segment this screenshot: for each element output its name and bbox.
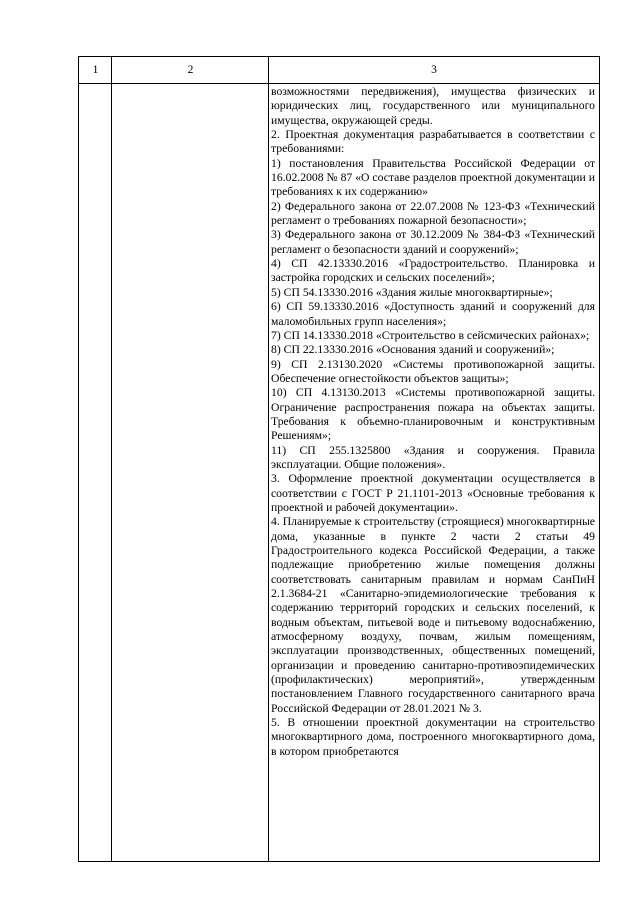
column-3-content xyxy=(271,85,595,759)
paragraph: 1) постановления Правительства Российской Федерации от 16.02.2008 № 87 «О составе разделов проектной документации и требованиях к их содержанию» xyxy=(271,156,595,199)
paragraph: 7) СП 14.13330.2018 «Строительство в сейсмических районах»; xyxy=(271,328,590,342)
paragraph: 6) СП 59.13330.2016 «Доступность зданий и сооружений для маломобильных групп населения»; xyxy=(271,300,595,328)
paragraph: 5. В отношении проектной документации на строительство многоквартирного дома, построенного многоквартирного дома, в котором приобретаются xyxy=(271,716,595,758)
header-col-1: 1 xyxy=(92,64,99,76)
document-table xyxy=(78,56,600,862)
paragraph: 10) СП 4.13130.2013 «Системы противопожарной защиты. Ограничение распространения пожара на объектах защиты. Требования к объемно-планировочным и конструктивным Решениям»; xyxy=(271,386,595,443)
paragraph: 4) СП 42.13330.2016 «Градостроительство. Планировка и застройка городских и сельских поселений»; xyxy=(271,257,595,285)
table-header-row xyxy=(79,57,599,84)
column-divider-2 xyxy=(268,57,269,861)
paragraph: 11) СП 255.1325800 «Здания и сооружения. Правила эксплуатации. Общие положения». xyxy=(271,443,595,471)
paragraph: 3) Федерального закона от 30.12.2009 № 384-ФЗ «Технический регламент о безопасности зданий и сооружений»; xyxy=(271,228,595,256)
paragraph: 2) Федерального закона от 22.07.2008 № 123-ФЗ «Технический регламент о требованиях пожарной безопасности»; xyxy=(271,199,595,228)
paragraph: 2. Проектная документация разрабатывается в соответствии с требованиями: xyxy=(271,128,595,156)
header-col-2: 2 xyxy=(187,64,194,76)
header-col-3: 3 xyxy=(431,64,437,76)
column-divider-1 xyxy=(111,57,112,861)
paragraph: 9) СП 2.13130.2020 «Системы противопожарной защиты. Обеспечение огнестойкости объектов защиты»; xyxy=(271,357,595,385)
paragraph: 8) СП 22.13330.2016 «Основания зданий и сооружений»; xyxy=(271,343,555,357)
paragraph: 3. Оформление проектной документации осуществляется в соответствии с ГОСТ Р 21.1101-2013 «Основные требования к проектной и рабочей документации». xyxy=(271,472,595,514)
paragraph: 4. Планируемые к строительству (строящиеся) многоквартирные дома, указанные в пункте 2 части 2 статьи 49 Градостроительного кодекса Российской Федерации, а также подлежащие приобретению жилые помещения должны соответствовать санитарным правилам и нормам СанПиН 2.1.3684-21 «Санитарно-эпидемиологические требования к содержанию территорий городских и сельских поселений, к водным объектам, питьевой воде и питьевому водоснабжению, атмосферному воздуху, почвам, жилым помещениям, эксплуатации производственных, общественных помещений, организации и проведению санитарно-противоэпидемических (профилактических) мероприятий», утвержденным постановлением Главного государственного санитарного врача Российской Федерации от 28.01.2021 № 3. xyxy=(271,515,595,715)
paragraph: 5) СП 54.13330.2016 «Здания жилые многоквартирные»; xyxy=(271,285,553,299)
paragraph: возможностями передвижения), имущества физических и юридических лиц, государственного или муниципального имущества, окружающей среды. xyxy=(271,85,595,127)
